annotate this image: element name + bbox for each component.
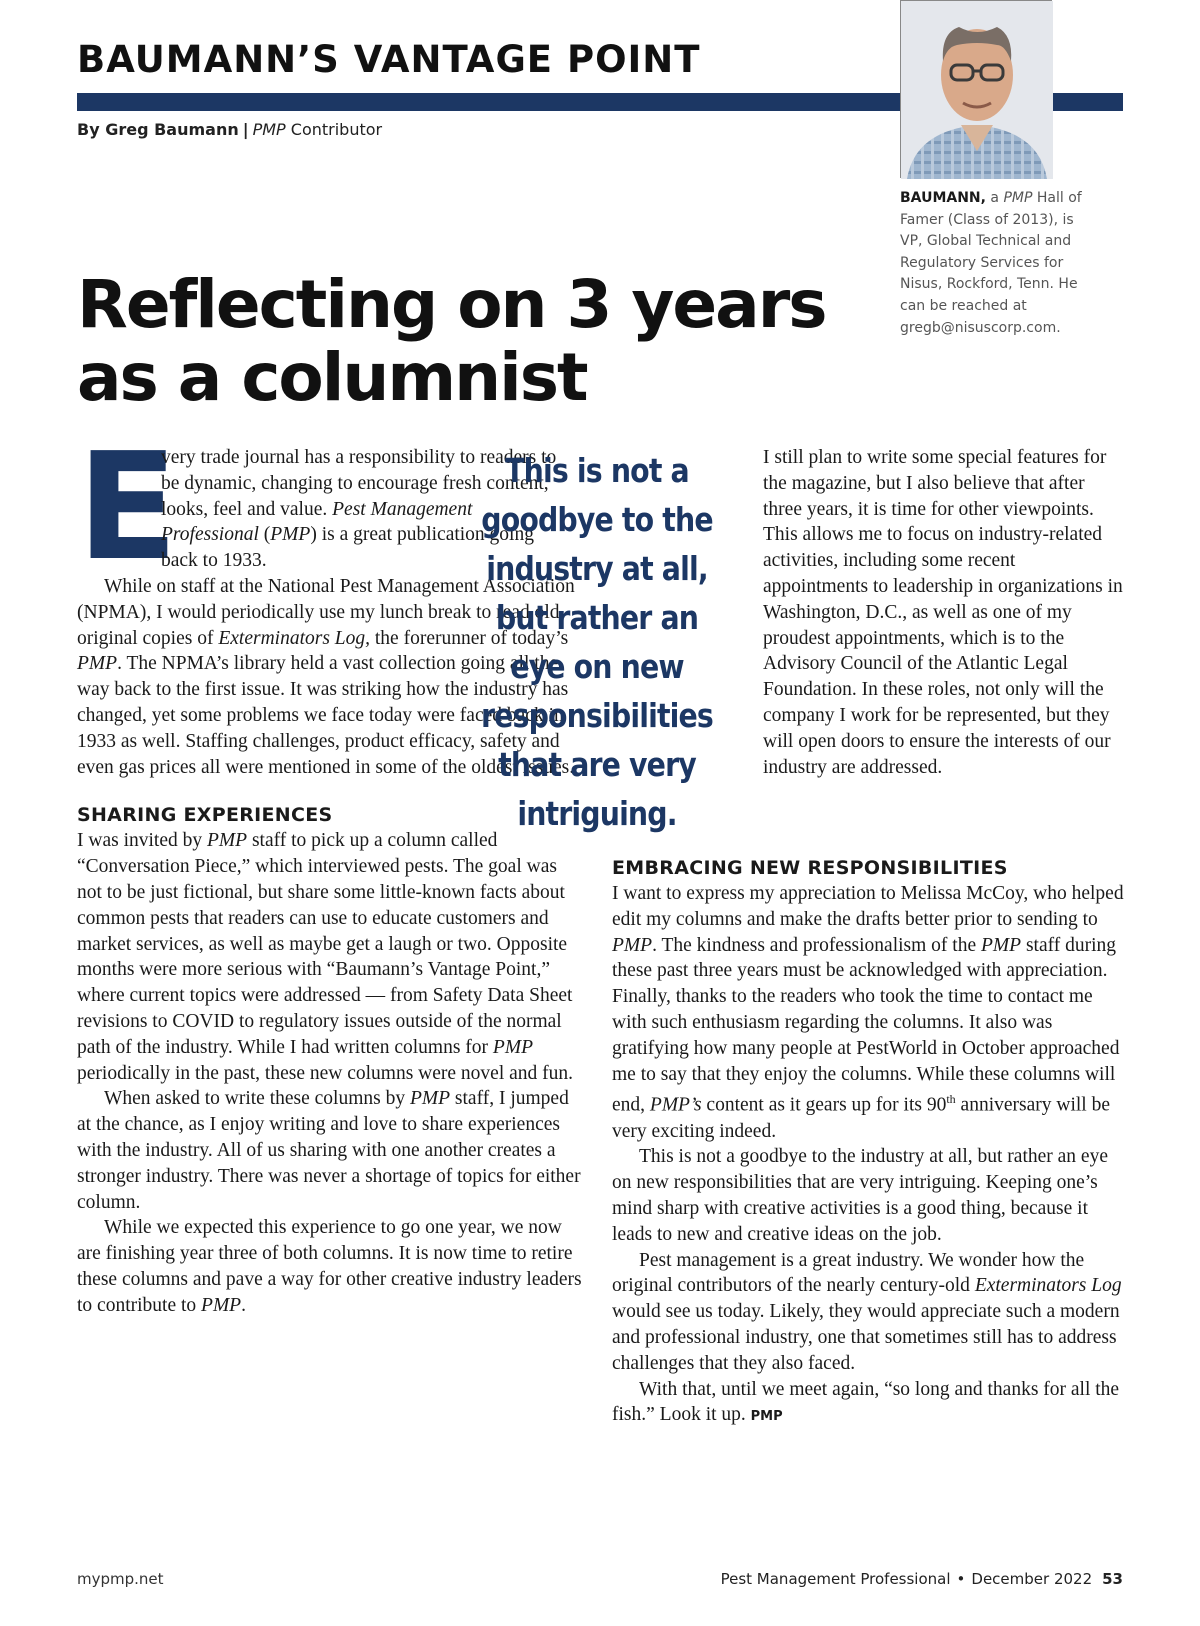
text: staff to pick up a column called “Conversation Piece,” which interviewed pests. The goal was not to be just fictional, but share some little-known facts about common pests that readers can use to educate customers and market services, as well as maybe get a laugh or two. Opposite months were more serious with “Baumann’s Vantage Point,” where current topics were addressed — from Safety Data Sheet revisions to COVID to regulatory issues outside of the normal path of the industry. While I had written columns for xyxy=(77,830,573,1058)
article-column-right xyxy=(612,855,1124,1430)
text: While on staff at the National Pest Management Association (NPMA), I would periodically use my lunch break to read old original copies of xyxy=(77,575,575,649)
text: PMP xyxy=(612,934,653,956)
bio-text: a xyxy=(985,190,1004,206)
footer-publication: Pest Management Professional xyxy=(720,1570,951,1588)
text: I want to express my appreciation to Melissa McCoy, who helped edit my columns and make the drafts better prior to sending to xyxy=(612,883,1124,930)
text: PMP xyxy=(409,1088,451,1110)
pull-quote: This is not a goodbye to the industry at all, but rather an eye on new responsibilities that are very intriguing. xyxy=(481,451,713,833)
text: When asked to write these columns by xyxy=(104,1088,410,1110)
footer-date: December 2022 xyxy=(971,1570,1093,1588)
text: ) is a great publication going back to 1933. xyxy=(161,524,534,572)
headline: Reflecting on 3 years as a columnist xyxy=(77,266,826,416)
text: . The NPMA’s library held a vast collection going all the way back to the first issue. It was striking how the industry has changed, yet some problems we face today were faced back in 1933 as well. Staffing challenges, product efficacy, safety and even gas prices all were mentioned in some of the oldest issues. xyxy=(77,653,575,778)
text: Pest management is a great industry. We wonder how the original contributors of the nearly century-old xyxy=(612,1249,1085,1297)
superscript: th xyxy=(946,1092,956,1107)
text: PMP xyxy=(77,653,118,675)
footer-website: mypmp.net xyxy=(77,1570,164,1588)
author-bio xyxy=(900,188,1100,339)
paragraph: I still plan to write some special features for the magazine, but I also believe that after three years, it is time for other viewpoints. This allows me to focus on industry-related activities, including some recent appointments to leadership in organizations in Washington, D.C., as well as one of my proudest appointments, which is to the Advisory Council of the Atlantic Legal Foundation. In these roles, not only will the company I work for be represented, but they will open doors to ensure the interests of our industry are addressed. xyxy=(763,447,1123,778)
byline xyxy=(77,120,382,139)
footer-folio xyxy=(721,1570,1123,1588)
text: With that, until we meet again, “so long and thanks for all the fish.” Look it up. xyxy=(612,1378,1120,1426)
drop-cap: E xyxy=(77,421,179,593)
bio-text-rest: Hall of Famer (Class of 2013), is VP, Global Technical and Regulatory Services for Nisus, Rockford, Tenn. He can be reached at gregb@nisuscorp.com. xyxy=(900,190,1082,336)
text: PMP xyxy=(981,934,1022,956)
text: While we expected this experience to go one year, we now are finishing year three of both columns. It is now time to retire these columns and pave a way for other creative industry leaders to contribute to xyxy=(77,1217,582,1316)
text: PMP xyxy=(201,1294,242,1316)
portrait-illustration xyxy=(901,1,1053,179)
text: PMP xyxy=(492,1036,533,1058)
author-portrait-photo xyxy=(900,0,1052,178)
paragraph xyxy=(77,1215,583,1318)
text: PMP xyxy=(270,524,311,546)
section-title: BAUMANN’S VANTAGE POINT xyxy=(77,38,701,81)
article-column-right-top xyxy=(763,445,1123,780)
paragraph xyxy=(612,1377,1124,1431)
text: very trade journal has a responsibility to readers to be dynamic, changing to encourage fresh content, looks, feel and value. xyxy=(161,447,557,520)
subhead-embracing-new-responsibilities: EMBRACING NEW RESPONSIBILITIES xyxy=(612,857,1008,879)
paragraph: This is not a goodbye to the industry at all, but rather an eye on new responsibilities that are very intriguing. Keeping one’s mind sharp with creative activities is a good thing, because it leads to new and creative ideas on the job. xyxy=(612,1146,1108,1245)
text: PMP’s xyxy=(649,1094,702,1116)
text: Exterminators Log, xyxy=(218,627,371,649)
byline-author: By Greg Baumann xyxy=(77,120,239,139)
text: staff, I jumped at the chance, as I enjoy writing and love to share experiences with the industry. All of us sharing with one another creates a stronger industry. There was never a shortage of topics for either column. xyxy=(77,1088,581,1213)
text: the forerunner of today’s xyxy=(370,627,569,649)
text: Pest Management Professional xyxy=(161,498,473,546)
bio-name: BAUMANN, xyxy=(900,190,986,206)
bio-publication: PMP xyxy=(1003,190,1033,206)
text: periodically in the past, these new columns were novel and fun. xyxy=(77,1062,574,1084)
text: Exterminators Log xyxy=(974,1275,1122,1297)
text: content as it gears up for its 90 xyxy=(701,1094,947,1116)
text: staff during these past three years must be acknowledged with appreciation. Finally, thanks to the readers who took the time to contact me with such enthusiasm regarding the columns. It also was gratifying how many people at PestWorld in October approached me to say that they enjoy the columns. While these columns will end, xyxy=(612,934,1120,1116)
page-number: 53 xyxy=(1102,1570,1123,1588)
byline-separator: | xyxy=(242,120,249,139)
end-mark: PMP xyxy=(750,1409,783,1425)
text: anniversary will be very exciting indeed. xyxy=(612,1094,1110,1142)
subhead-sharing-experiences: SHARING EXPERIENCES xyxy=(77,804,333,827)
paragraph xyxy=(612,881,1124,1144)
paragraph xyxy=(77,828,583,1086)
paragraph xyxy=(612,1248,1124,1377)
text: would see us today. Likely, they would appreciate such a modern and professional industry, one that sometimes still has to address challenges that they also faced. xyxy=(612,1301,1120,1374)
text: . xyxy=(241,1294,246,1316)
byline-publication: PMP xyxy=(252,120,286,139)
text: . The kindness and professionalism of the xyxy=(652,934,981,956)
text: PMP xyxy=(206,830,248,852)
footer-bullet: • xyxy=(956,1570,966,1588)
paragraph xyxy=(77,1086,583,1215)
text: I was invited by xyxy=(77,830,207,852)
byline-role: Contributor xyxy=(285,120,383,139)
text: ( xyxy=(258,524,271,546)
